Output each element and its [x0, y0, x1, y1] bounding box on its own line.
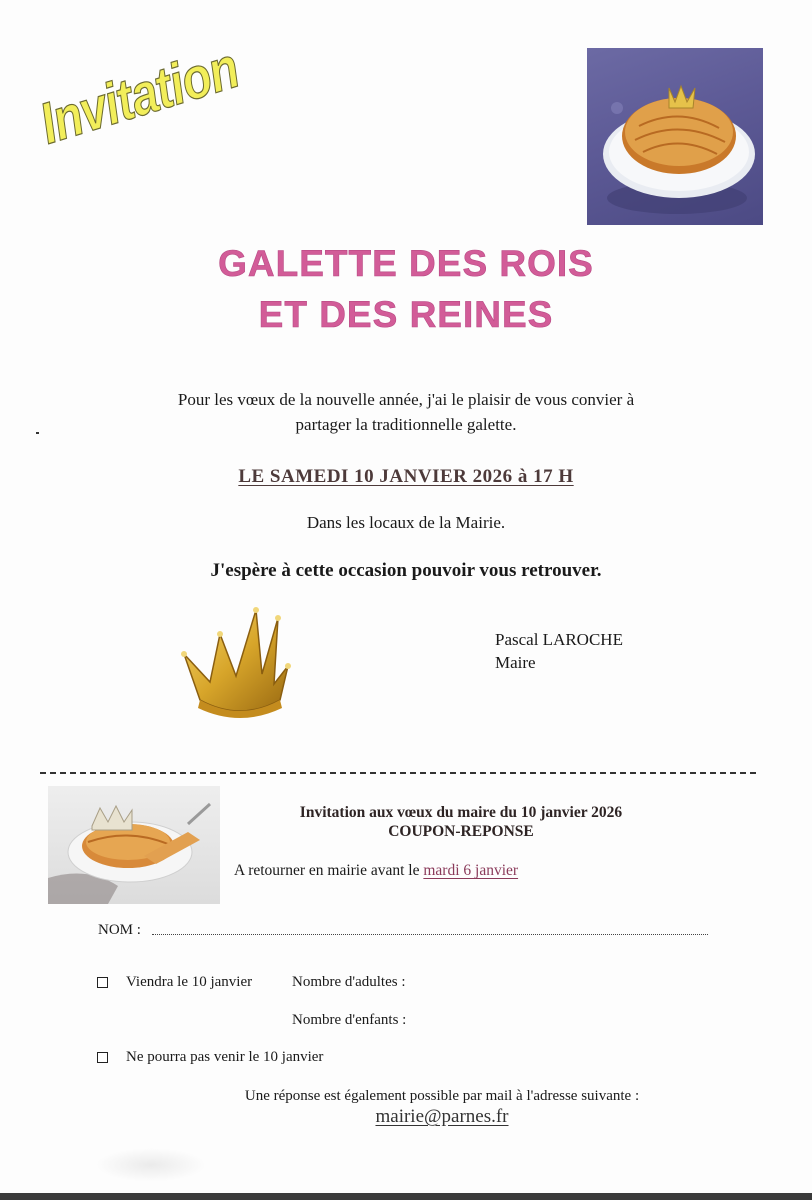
name-field-line[interactable]	[152, 934, 708, 935]
absent-option-label: Ne pourra pas venir le 10 janvier	[126, 1049, 324, 1065]
return-instruction-text: A retourner en mairie avant le	[234, 862, 420, 879]
invitation-heading: Invitation	[32, 35, 246, 157]
return-instruction	[234, 862, 518, 880]
intro-line-1: Pour les vœux de la nouvelle année, j'ai le plaisir de vous convier à	[177, 390, 635, 409]
adults-count-label: Nombre d'adultes :	[292, 974, 406, 990]
mayor-role: Maire	[495, 653, 536, 672]
signature-block	[495, 628, 623, 674]
cut-line-divider	[40, 772, 756, 774]
email-instruction: Une réponse est également possible par mail à l'adresse suivante :	[244, 1088, 640, 1104]
mayor-name: Pascal LAROCHE	[495, 630, 623, 649]
galette-photo-icon	[587, 48, 763, 225]
closing-sentence: J'espère à cette occasion pouvoir vous retrouver.	[210, 560, 602, 581]
event-title-line2: ET DES REINES	[258, 294, 554, 335]
contact-email-link[interactable]: mairie@parnes.fr	[375, 1106, 509, 1127]
coupon-subtitle: COUPON-REPONSE	[388, 823, 534, 840]
attend-option-label: Viendra le 10 janvier	[126, 974, 253, 990]
scan-smudge	[96, 1148, 206, 1182]
name-field-label: NOM :	[98, 922, 141, 938]
coupon-title: Invitation aux vœux du maire du 10 janvier 2026	[299, 804, 623, 821]
return-deadline: mardi 6 janvier	[423, 862, 519, 879]
event-date-time: LE SAMEDI 10 JANVIER 2026 à 17 H	[238, 466, 574, 487]
golden-crown-icon	[170, 604, 298, 722]
bottom-edge-strip	[0, 1193, 812, 1200]
absent-checkbox[interactable]	[97, 1052, 108, 1063]
event-title-line1: GALETTE DES ROIS	[218, 243, 594, 284]
children-count-label: Nombre d'enfants :	[292, 1012, 407, 1028]
intro-line-2: partager la traditionnelle galette.	[295, 415, 517, 434]
attend-checkbox[interactable]	[97, 977, 108, 988]
galette-with-crown-photo-icon	[48, 786, 220, 904]
event-location: Dans les locaux de la Mairie.	[306, 513, 506, 532]
